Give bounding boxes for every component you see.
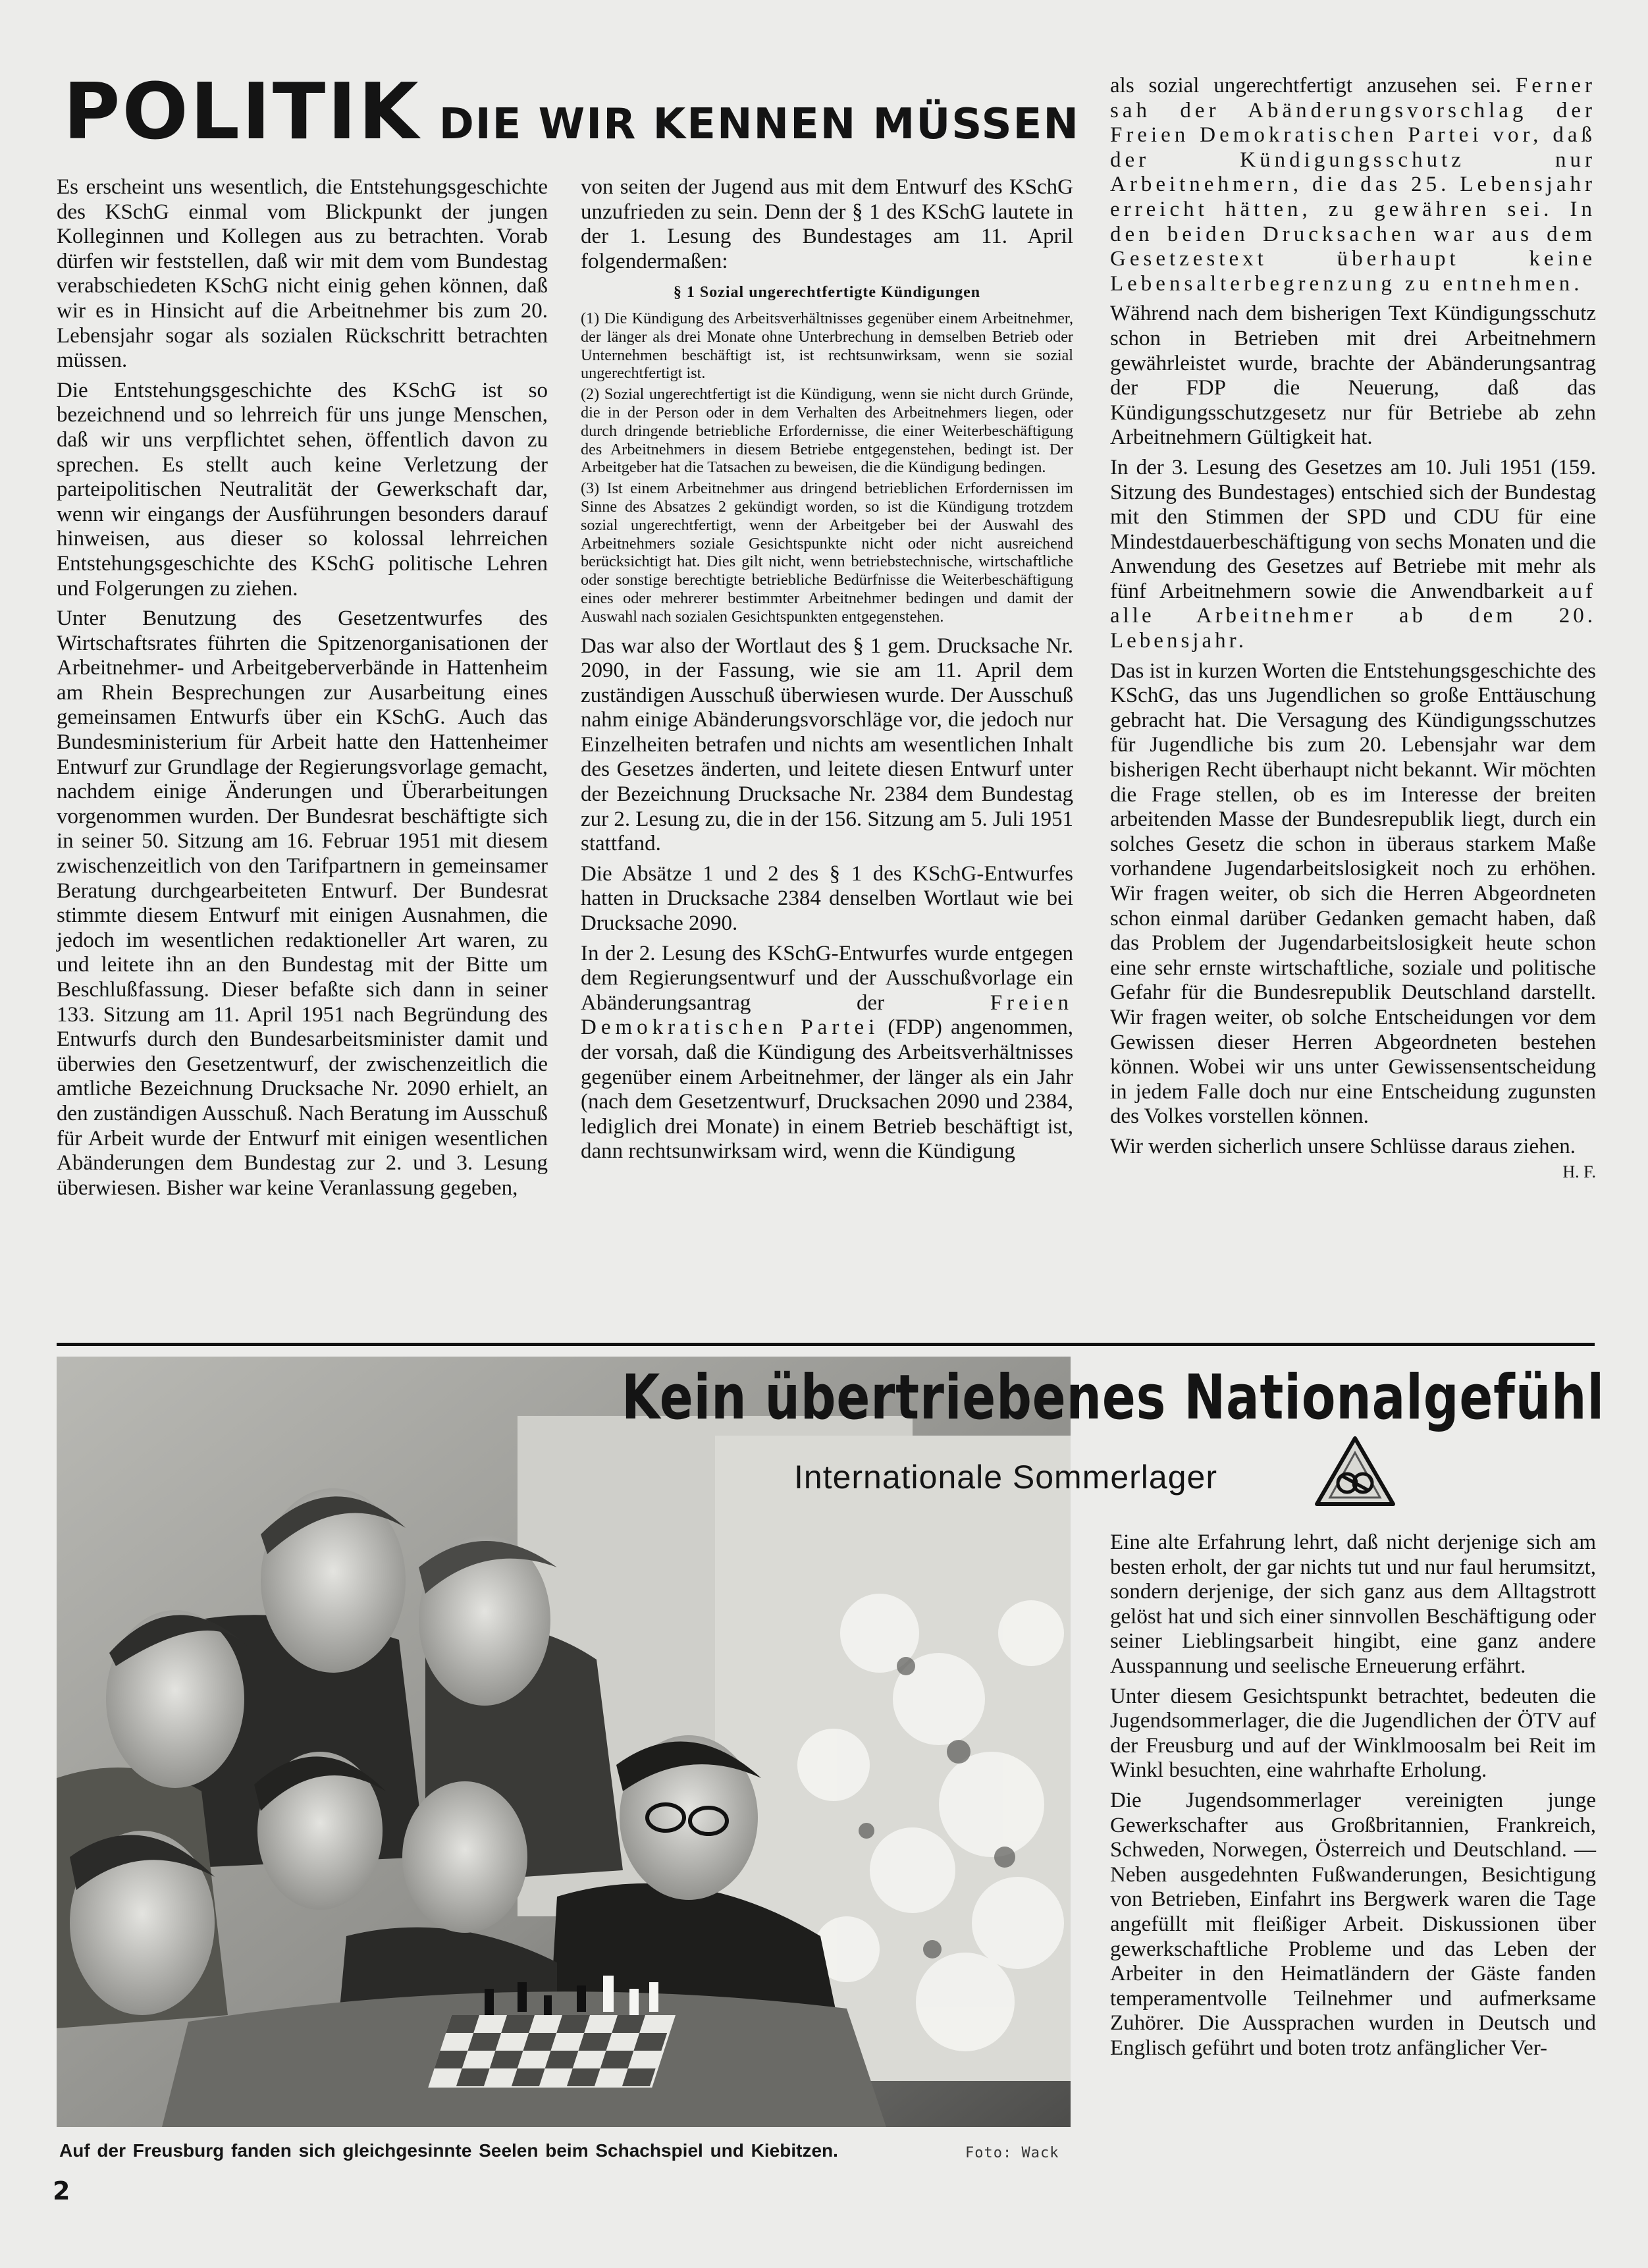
text-run: In der 2. Lesung des KSchG-Entwurfes wurde entgegen dem Regierungsentwurf und der Ausschußvorlage ein Abänderungsantrag der: [581, 941, 1073, 1015]
article-column-2: [581, 175, 1073, 1170]
paragraph: Wir werden sicherlich unsere Schlüsse daraus ziehen.: [1110, 1134, 1576, 1158]
text-run: In der 3. Lesung des Gesetzes am 10. Juli 1951 (159. Sitzung des Bundestages) entschied sich der Bundestag mit den Stimmen der SPD und CDU für eine Mindestdauerbeschäftigung von sechs Monaten und die Anwendung des Gesetzes auf Betriebe mit mehr als fünf Arbeitnehmern sowie die Anwendbarkeit: [1110, 455, 1596, 603]
author-initials: H. F.: [1562, 1162, 1596, 1181]
paragraph: Während nach dem bisherigen Text Kündigungsschutz schon in Betrieben mit drei Arbeitnehmern gewährleistet wurde, brachte der Abänderungsantrag der FDP die Neuerung, daß das Kündigungsschutzgesetz nur für Betriebe ab zehn Arbeitnehmern Gültigkeit hat.: [1110, 302, 1596, 450]
article-2-title: Kein übertriebenes Nationalgefühl: [622, 1362, 1605, 1434]
spaced-text: Freien Demokratischen Partei: [581, 990, 1073, 1040]
paragraph: Das ist in kurzen Worten die Entstehungsgeschichte des KSchG, das uns Jugendlichen so große Enttäuschung gebracht hat. Die Versagung des Kündigungsschutzes für Jugendliche bis zum 20. Lebensjahr war dem bisherigen Recht überhaupt nicht bekannt. Wir möchten die Frage stellen, ob es im Interesse der breiten arbeitenden Masse der Bundesrepublik liegt, durch ein solches Gesetz die schon in überaus starkem Maße vorhandene Jugendarbeitslosigkeit noch zu erhöhen. Wir fragen weiter, ob sich die Herren Abgeordneten schon einmal darüber Gedanken gemacht haben, daß das Problem der Jugendarbeitslosigkeit heute schon eine sehr ernste wirtschaftliche, soziale und politische Gefahr für die Bundesrepublik Deutschland darstellt. Wir fragen weiter, ob solche Entscheidungen vor dem Gewissen dieser Herren Abgeordneten bestehen können. Wobei wir uns unter Gewissensentscheidung in jedem Falle doch nur eine Entscheidung zugunsten des Volkes vorstellen können.: [1110, 659, 1596, 1129]
paragraph: [1110, 74, 1596, 296]
article-2-subtitle: Internationale Sommerlager: [794, 1459, 1217, 1496]
law-paragraph: (1) Die Kündigung des Arbeitsverhältnisses gegenüber einem Arbeitnehmer, der länger als drei Monate ohne Unterbrechung in demselben Betrieb oder Unternehmen beschäftigt ist, ist rechtsunwirksam, wenn sie sozial ungerechtfertigt ist.: [581, 309, 1073, 383]
article-headline: [63, 66, 1080, 165]
paragraph: [581, 942, 1073, 1164]
paragraph: Eine alte Erfahrung lehrt, daß nicht derjenige sich am besten erholt, der gar nichts tut und nur faul herumsitzt, sondern derjenige, der sich ganz aus dem Alltagstrott gelöst hat und sich einer sinnvollen Beschäftigung oder seiner Lieblingsarbeit hingibt, eine ganz andere Ausspannung und seelische Erneuerung erfährt.: [1110, 1530, 1596, 1678]
paragraph: Unter Benutzung des Gesetzentwurfes des Wirtschaftsrates führten die Spitzenorganisationen der Arbeitnehmer- und Arbeitgeberverbände in Hattenheim am Rhein Besprechungen zur Ausarbeitung eines gemeinsamen Entwurfs über ein KSchG. Auch das Bundesministerium für Arbeit hatte den Hattenheimer Entwurf zur Grundlage der Regierungsvorlage gemacht, nachdem einige Änderungen und Überarbeitungen vorgenommen wurden. Der Bundesrat beschäftigte sich in seiner 50. Sitzung am 16. Februar 1951 mit diesem zwischenzeitlich von den Tarifpartnern in gemeinsamer Beratung durchgearbeiteten Entwurf. Der Bundesrat stimmte diesem Entwurf mit einigen Ausnahmen, die jedoch im wesentlichen redaktioneller Art waren, zu und leitete ihn an den Bundestag mit der Bitte um Beschlußfassung. Dieser befaßte sich dann in seiner 133. Sitzung am 11. April 1951 nach Begründung des Entwurfs durch den Bundesarbeitsminister damit und überwies den Gesetzentwurf, der zwischenzeitlich die amtliche Bezeichnung Drucksache Nr. 2090 erhielt, an den zuständigen Ausschuß. Nach Beratung im Ausschuß für Arbeit wurde der Entwurf mit einigen wesentlichen Abänderungen dem Bundestag zur 2. und 3. Lesung überwiesen. Bisher war keine Veranlassung gegeben,: [57, 607, 548, 1200]
paragraph: Das war also der Wortlaut des § 1 gem. Drucksache Nr. 2090, in der Fassung, wie sie am 11. April dem zuständigen Ausschuß überwiesen wurde. Der Ausschuß nahm einige Abänderungsvorschläge vor, die jedoch nur Einzelheiten betrafen und nichts am wesentlichen Inhalt des Gesetzes änderten, und leitete diesen Entwurf unter der Bezeichnung Drucksache Nr. 2384 dem Bundestag zur 2. Lesung zu, die in der 156. Sitzung am 5. Juli 1951 stattfand.: [581, 634, 1073, 856]
paragraph: Unter diesem Gesichtspunkt betrachtet, bedeuten die Jugendsommerlager, die die Jugendlichen der ÖTV auf der Freusburg und auf der Winklmoosalm bei Reit im Winkl besuchten, eine wahrhafte Erholung.: [1110, 1684, 1596, 1783]
paragraph: von seiten der Jugend aus mit dem Entwurf des KSchG unzufrieden zu sein. Denn der § 1 des KSchG lautete in der 1. Lesung des Bundestages am 11. April folgendermaßen:: [581, 175, 1073, 273]
section-divider: [57, 1343, 1595, 1346]
article-column-1: [57, 175, 548, 1206]
spaced-text: auf alle Arbeitnehmer ab dem 20. Lebensjahr.: [1110, 579, 1596, 653]
oetv-emblem-icon: [1314, 1436, 1396, 1508]
article-column-3: [1110, 74, 1596, 1184]
law-paragraph: (2) Sozial ungerechtfertigt ist die Kündigung, wenn sie nicht durch Gründe, die in der Person oder in dem Verhalten des Arbeitnehmers liegen, oder durch dringende betriebliche Erfordernisse, die einer Weiterbeschäftigung des Arbeitnehmers in diesem Betriebe entgegenstehen, bedingt ist. Der Arbeitgeber hat die Tatsachen zu beweisen, die die Kündigung bedingen.: [581, 385, 1073, 477]
paragraph: Die Entstehungsgeschichte des KSchG ist so bezeichnend und so lehrreich für uns junge Menschen, daß wir uns verpflichtet sehen, öffentlich davon zu sprechen. Es stellt auch keine Verletzung der parteipolitischen Neutralität der Gewerkschaft dar, wenn wir eingangs der Ausführungen besonders darauf hinweisen, aus dieser so kolossal lehrreichen Entstehungsgeschichte des KSchG politische Lehren und Folgerungen zu ziehen.: [57, 378, 548, 601]
text-run: als sozial ungerechtfertigt anzusehen sei.: [1110, 74, 1516, 97]
headline-main: POLITIK: [63, 66, 421, 157]
law-section-title: § 1 Sozial ungerechtfertigte Kündigungen: [673, 284, 981, 302]
paragraph: [1110, 456, 1596, 654]
photo-caption: Auf der Freusburg fanden sich gleichgesinnte Seelen beim Schachspiel und Kiebitzen.: [59, 2140, 838, 2161]
headline-sub: DIE WIR KENNEN MÜSSEN: [439, 100, 1080, 149]
article-2-column: [1110, 1530, 1596, 2066]
law-paragraph: (3) Ist einem Arbeitnehmer aus dringend betrieblichen Erfordernissen im Sinne des Absatzes 2 gekündigt worden, so ist die Kündigung trotzdem sozial ungerechtfertigt, wenn der Arbeitgeber bei der Auswahl des Arbeitnehmers soziale Gesichtspunkte nicht oder nicht ausreichend berücksichtigt hat. Dies gilt nicht, wenn betriebstechnische, wirtschaftliche oder sonstige berechtigte betriebliche Bedürfnisse die Weiterbeschäftigung eines oder mehrerer bestimmter Arbeitnehmer bedingen und damit der Auswahl nach sozialen Gesichtspunkten entgegenstehen.: [581, 479, 1073, 626]
spaced-text: Ferner sah der Abänderungsvorschlag der Freien Demokratischen Partei vor, daß der Kündigungsschutz nur Arbeitnehmern, die das 25. Lebensjahr erreicht hätten, zu gewähren sei. In den beiden Drucksachen war aus dem Gesetzestext überhaupt keine Lebensalterbegrenzung zu entnehmen.: [1110, 74, 1596, 296]
paragraph: Die Jugendsommerlager vereinigten junge Gewerkschafter aus Großbritannien, Frankreich, Schweden, Norwegen, Österreich und Deutschland. — Neben ausgedehnten Fußwanderungen, Besichtigung von Betrieben, Einfahrt ins Bergwerk waren die Tage angefüllt mit fleißiger Arbeit. Diskussionen über gewerkschaftliche Probleme und das Leben der Arbeiter in den Heimatländern der Gäste fanden temperamentvolle Teilnehmer und aufmerksame Zuhörer. Die Aussprachen wurden in Deutsch und Englisch geführt und boten trotz anfänglicher Ver-: [1110, 1788, 1596, 2060]
text-run: (FDP) angenommen, der vorsah, daß die Kündigung des Arbeitsverhältnisses gegenüber einem Arbeitnehmer, der länger als ein Jahr (nach dem Gesetzentwurf, Drucksachen 2090 und 2384, lediglich drei Monate) in einem Betrieb beschäftigt ist, dann rechtsunwirksam wird, wenn die Kündigung: [581, 1015, 1074, 1164]
paragraph: Es erscheint uns wesentlich, die Entstehungsgeschichte des KSchG einmal vom Blickpunkt der jungen Kolleginnen und Kollegen aus zu betrachten. Vorab dürfen wir feststellen, daß wir mit dem vom Bundestag verabschiedeten KSchG nicht einig gehen können, daß wir es in Hinsicht auf die Arbeitnehmer bis zum 20. Lebensjahr sogar als sozialen Rückschritt betrachten müssen.: [57, 175, 548, 373]
photo-credit: Foto: Wack: [965, 2145, 1059, 2161]
page-number: 2: [53, 2176, 70, 2205]
paragraph: Die Absätze 1 und 2 des § 1 des KSchG-Entwurfes hatten in Drucksache 2384 denselben Wortlaut wie bei Drucksache 2090.: [581, 861, 1073, 936]
